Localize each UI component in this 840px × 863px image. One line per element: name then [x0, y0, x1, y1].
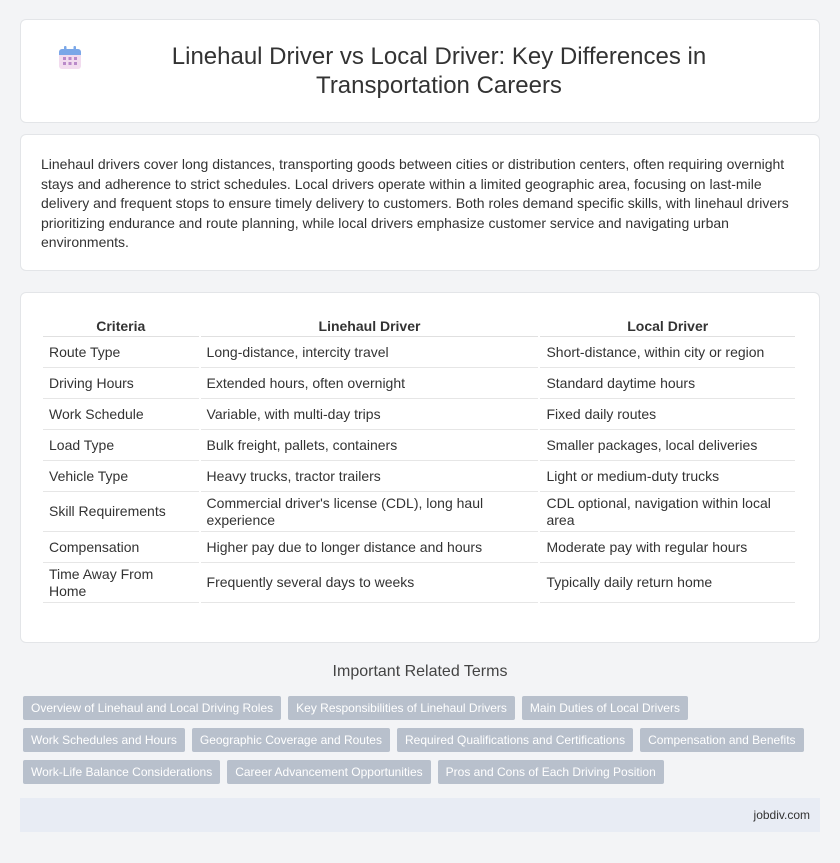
cell-criteria: Route Type	[43, 337, 199, 368]
intro-text: Linehaul drivers cover long distances, transporting goods between cities or distribution centers, often requiring overnight stays and adherence to strict schedules. Local drivers operate within a limited geographic area, focusing on last-mile delivery and frequent stops to ensure timely delivery to customers. Both roles demand specific skills, with linehaul drivers prioritizing endurance and route planning, while local drivers emphasize customer service and navigating urban environments.	[41, 156, 789, 251]
related-terms-list	[23, 696, 823, 792]
header-criteria: Criteria	[43, 311, 199, 337]
related-term-tag[interactable]: Work-Life Balance Considerations	[23, 760, 220, 784]
table-row	[43, 461, 795, 492]
cell-linehaul: Variable, with multi-day trips	[201, 399, 539, 430]
cell-criteria: Time Away From Home	[43, 563, 199, 603]
table-header-row	[43, 311, 795, 337]
cell-local: Moderate pay with regular hours	[540, 532, 795, 563]
related-term-tag[interactable]: Pros and Cons of Each Driving Position	[438, 760, 664, 784]
related-term-tag[interactable]: Compensation and Benefits	[640, 728, 803, 752]
cell-criteria: Load Type	[43, 430, 199, 461]
cell-criteria: Compensation	[43, 532, 199, 563]
cell-local: Smaller packages, local deliveries	[540, 430, 795, 461]
table-row	[43, 399, 795, 430]
table-row	[43, 532, 795, 563]
cell-criteria: Driving Hours	[43, 368, 199, 399]
table-row	[43, 492, 795, 532]
cell-local: Standard daytime hours	[540, 368, 795, 399]
related-term-tag[interactable]: Main Duties of Local Drivers	[522, 696, 688, 720]
header-linehaul: Linehaul Driver	[201, 311, 539, 337]
table-row	[43, 430, 795, 461]
related-term-tag[interactable]: Key Responsibilities of Linehaul Drivers	[288, 696, 515, 720]
related-term-tag[interactable]: Overview of Linehaul and Local Driving Roles	[23, 696, 281, 720]
cell-linehaul: Bulk freight, pallets, containers	[201, 430, 539, 461]
cell-local: Light or medium-duty trucks	[540, 461, 795, 492]
table-row	[43, 368, 795, 399]
tag-row	[23, 696, 823, 720]
tag-row	[23, 728, 823, 752]
related-term-tag[interactable]: Career Advancement Opportunities	[227, 760, 430, 784]
cell-linehaul: Higher pay due to longer distance and hours	[201, 532, 539, 563]
comparison-card	[20, 292, 820, 643]
cell-local: CDL optional, navigation within local area	[540, 492, 795, 532]
title-card	[20, 19, 820, 123]
cell-local: Fixed daily routes	[540, 399, 795, 430]
cell-criteria: Work Schedule	[43, 399, 199, 430]
intro-card	[20, 134, 820, 271]
page-title: Linehaul Driver vs Local Driver: Key Differences in Transportation Careers	[171, 43, 707, 99]
cell-linehaul: Extended hours, often overnight	[201, 368, 539, 399]
related-terms-title: Important Related Terms	[332, 663, 508, 680]
table-row	[43, 337, 795, 368]
related-term-tag[interactable]: Geographic Coverage and Routes	[192, 728, 390, 752]
cell-criteria: Vehicle Type	[43, 461, 199, 492]
footer-site-link[interactable]: jobdiv.com	[753, 808, 810, 822]
comparison-table	[41, 311, 797, 603]
cell-linehaul: Commercial driver's license (CDL), long haul experience	[201, 492, 539, 532]
header-local: Local Driver	[540, 311, 795, 337]
table-row	[43, 563, 795, 603]
title-wrap	[56, 42, 784, 100]
footer	[20, 798, 820, 832]
cell-local: Typically daily return home	[540, 563, 795, 603]
cell-linehaul: Long-distance, intercity travel	[201, 337, 539, 368]
cell-criteria: Skill Requirements	[43, 492, 199, 532]
calendar-icon	[56, 44, 84, 72]
cell-local: Short-distance, within city or region	[540, 337, 795, 368]
tag-row	[23, 760, 823, 784]
related-term-tag[interactable]: Required Qualifications and Certifications	[397, 728, 633, 752]
related-term-tag[interactable]: Work Schedules and Hours	[23, 728, 185, 752]
cell-linehaul: Frequently several days to weeks	[201, 563, 539, 603]
cell-linehaul: Heavy trucks, tractor trailers	[201, 461, 539, 492]
